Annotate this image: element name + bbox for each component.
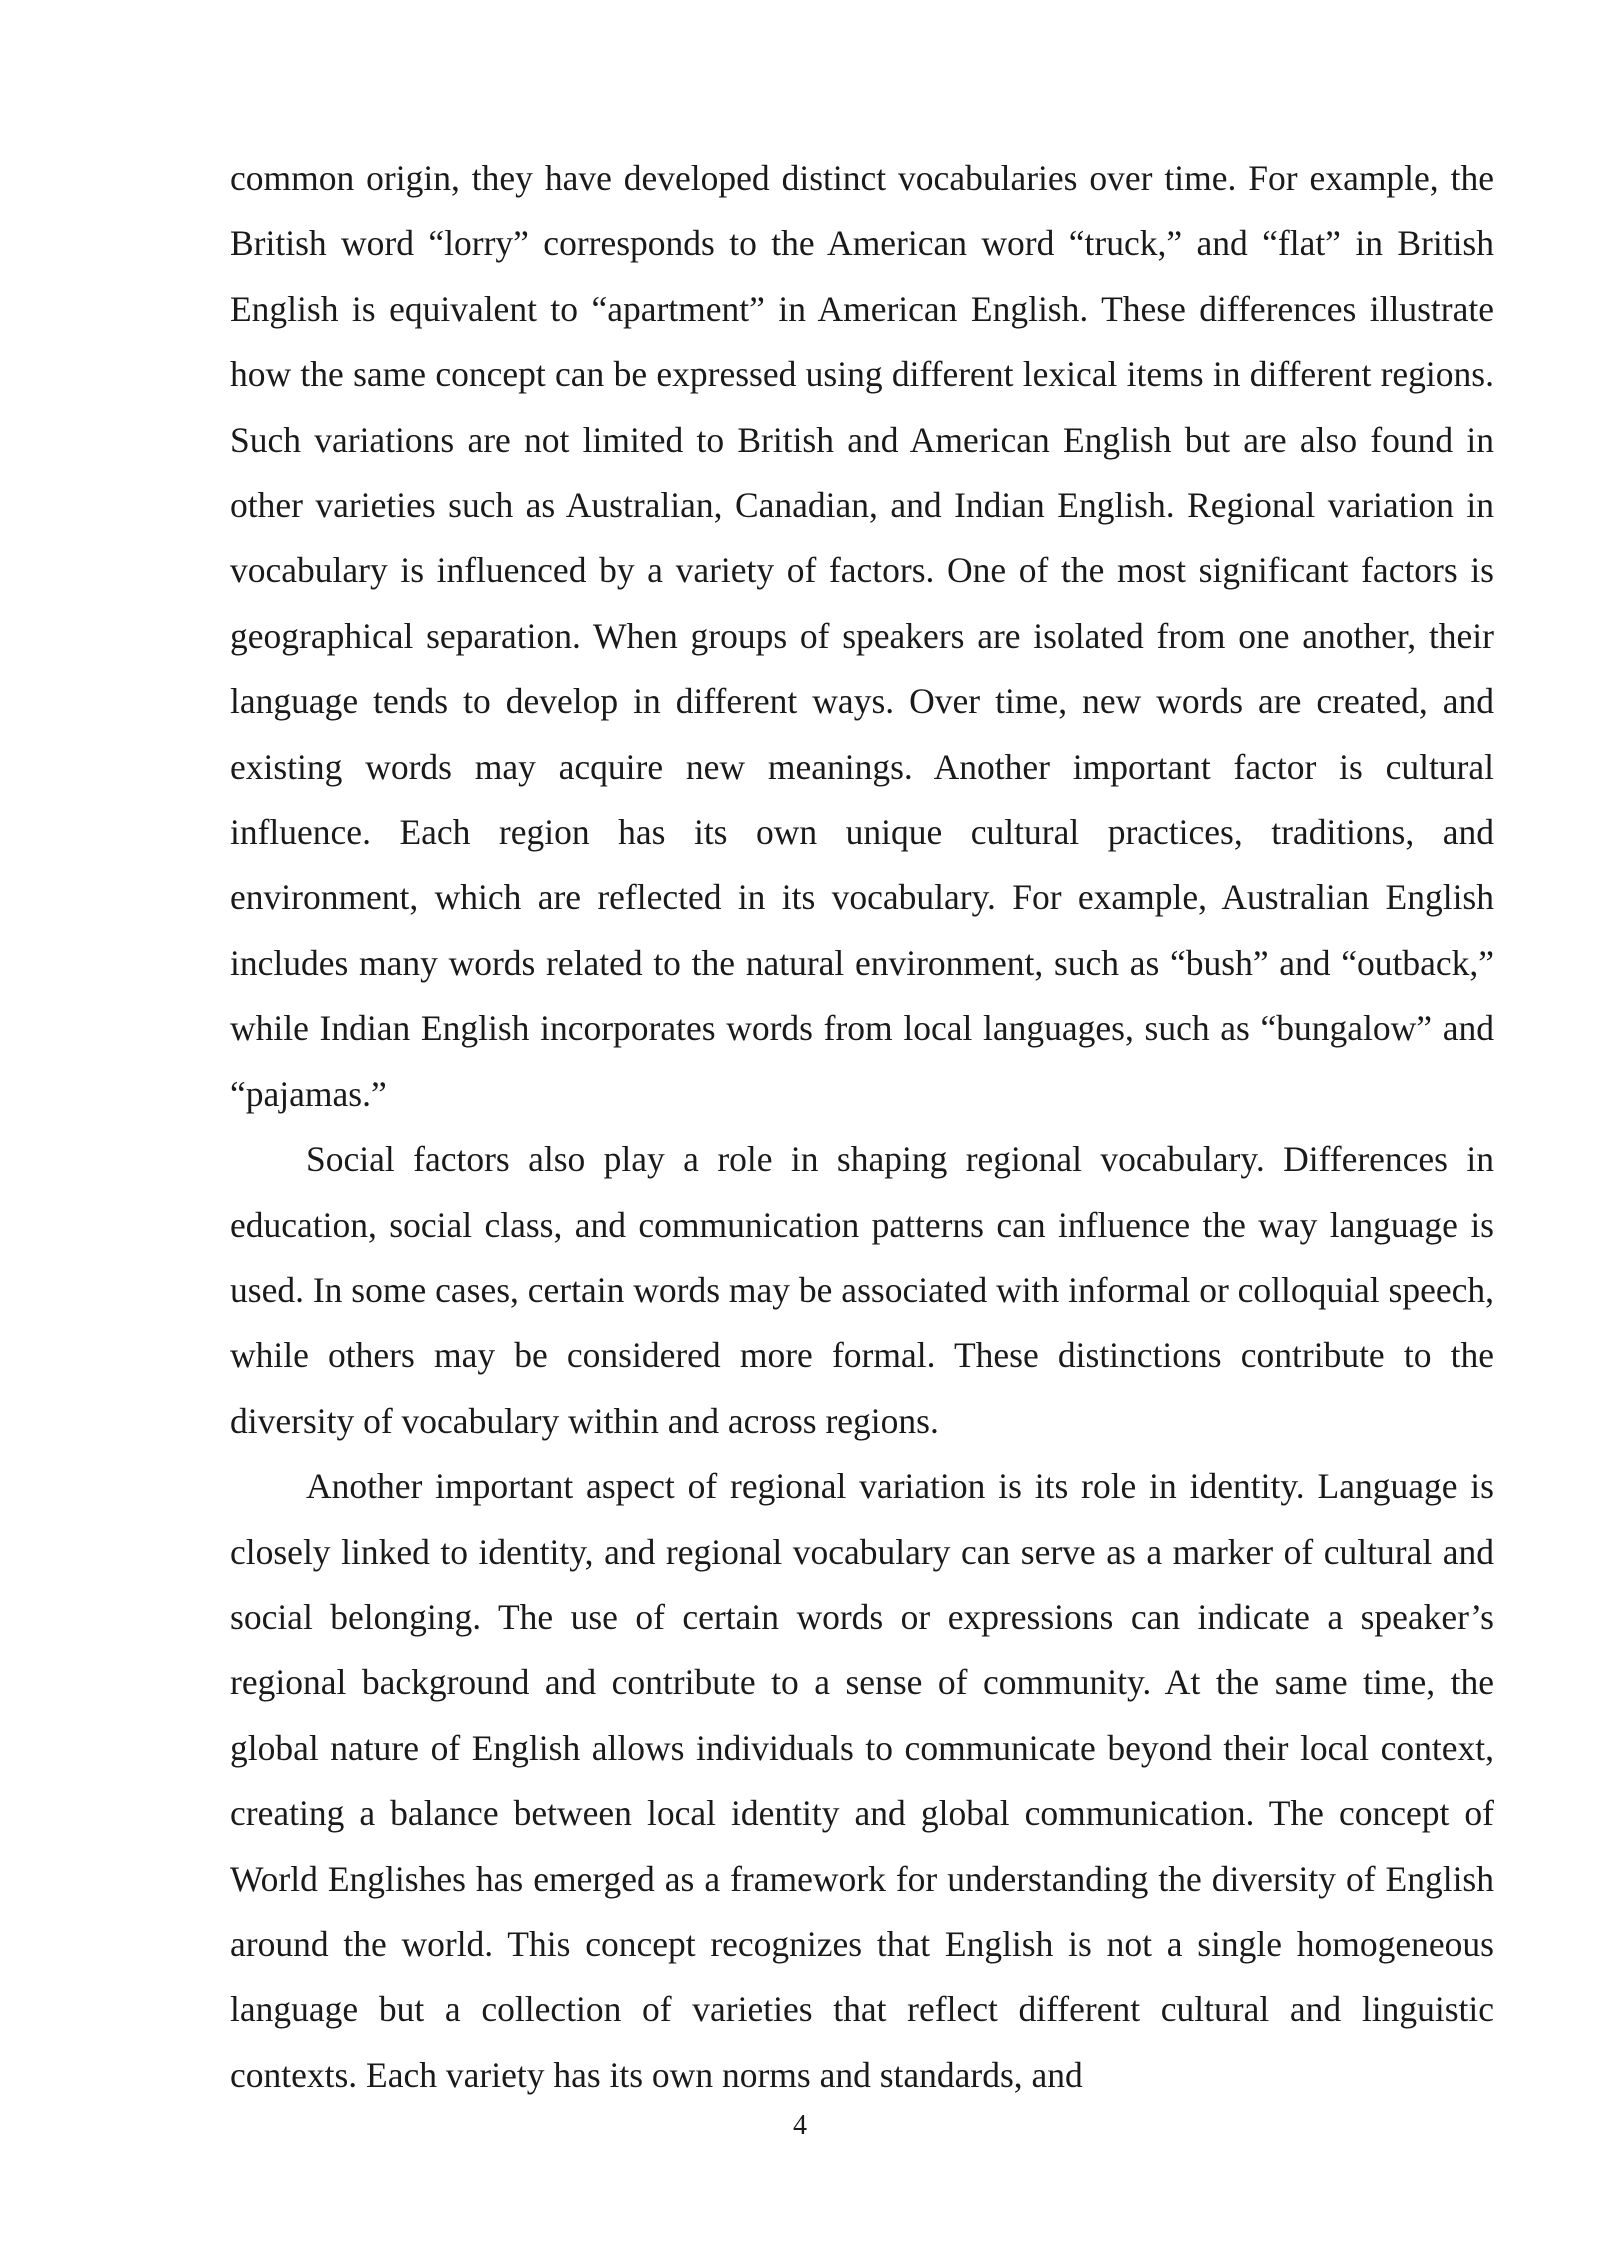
paragraph-1: common origin, they have developed distinct vocabularies over time. For example, the British word “lorry” corresponds to the American word “truck,” and “flat” in British English is equivalent to “apartment” in American English. These differences illustrate how the same concept can be expressed using different lexical items in different regions. Such variations are not limited to British and American English but are also found in other varieties such as Australian, Canadian, and Indian English. Regional variation in vocabulary is influenced by a variety of factors. One of the most significant factors is geographical separation. When groups of speakers are isolated from one another, their language tends to develop in different ways. Over time, new words are created, and existing words may acquire new meanings. Another important factor is cultural influence. Each region has its own unique cultural practices, traditions, and environment, which are reflected in its vocabulary. For example, Australian English includes many words related to the natural environment, such as “bush” and “outback,” while Indian English incorporates words from local languages, such as “bungalow” and “pajamas.” (230, 158, 1494, 1114)
paragraph-3: Another important aspect of regional variation is its role in identity. Language is closely linked to identity, and regional vocabulary can serve as a marker of cultural and social belonging. The use of certain words or expressions can indicate a speaker’s regional background and contribute to a sense of community. At the same time, the global nature of English allows individuals to communicate beyond their local context, creating a balance between local identity and global communication. The concept of World Englishes has emerged as a framework for understanding the diversity of English around the world. This concept recognizes that English is not a single homogeneous language but a collection of varieties that reflect different cultural and linguistic contexts. Each variety has its own norms and standards, and (230, 1466, 1494, 2095)
page-number: 4 (793, 2110, 807, 2141)
paragraph-2: Social factors also play a role in shaping regional vocabulary. Differences in education, social class, and communication patterns can influence the way language is used. In some cases, certain words may be associated with informal or colloquial speech, while others may be considered more formal. These distinctions contribute to the diversity of vocabulary within and across regions. (230, 1139, 1494, 1441)
body-text (230, 146, 1494, 2108)
